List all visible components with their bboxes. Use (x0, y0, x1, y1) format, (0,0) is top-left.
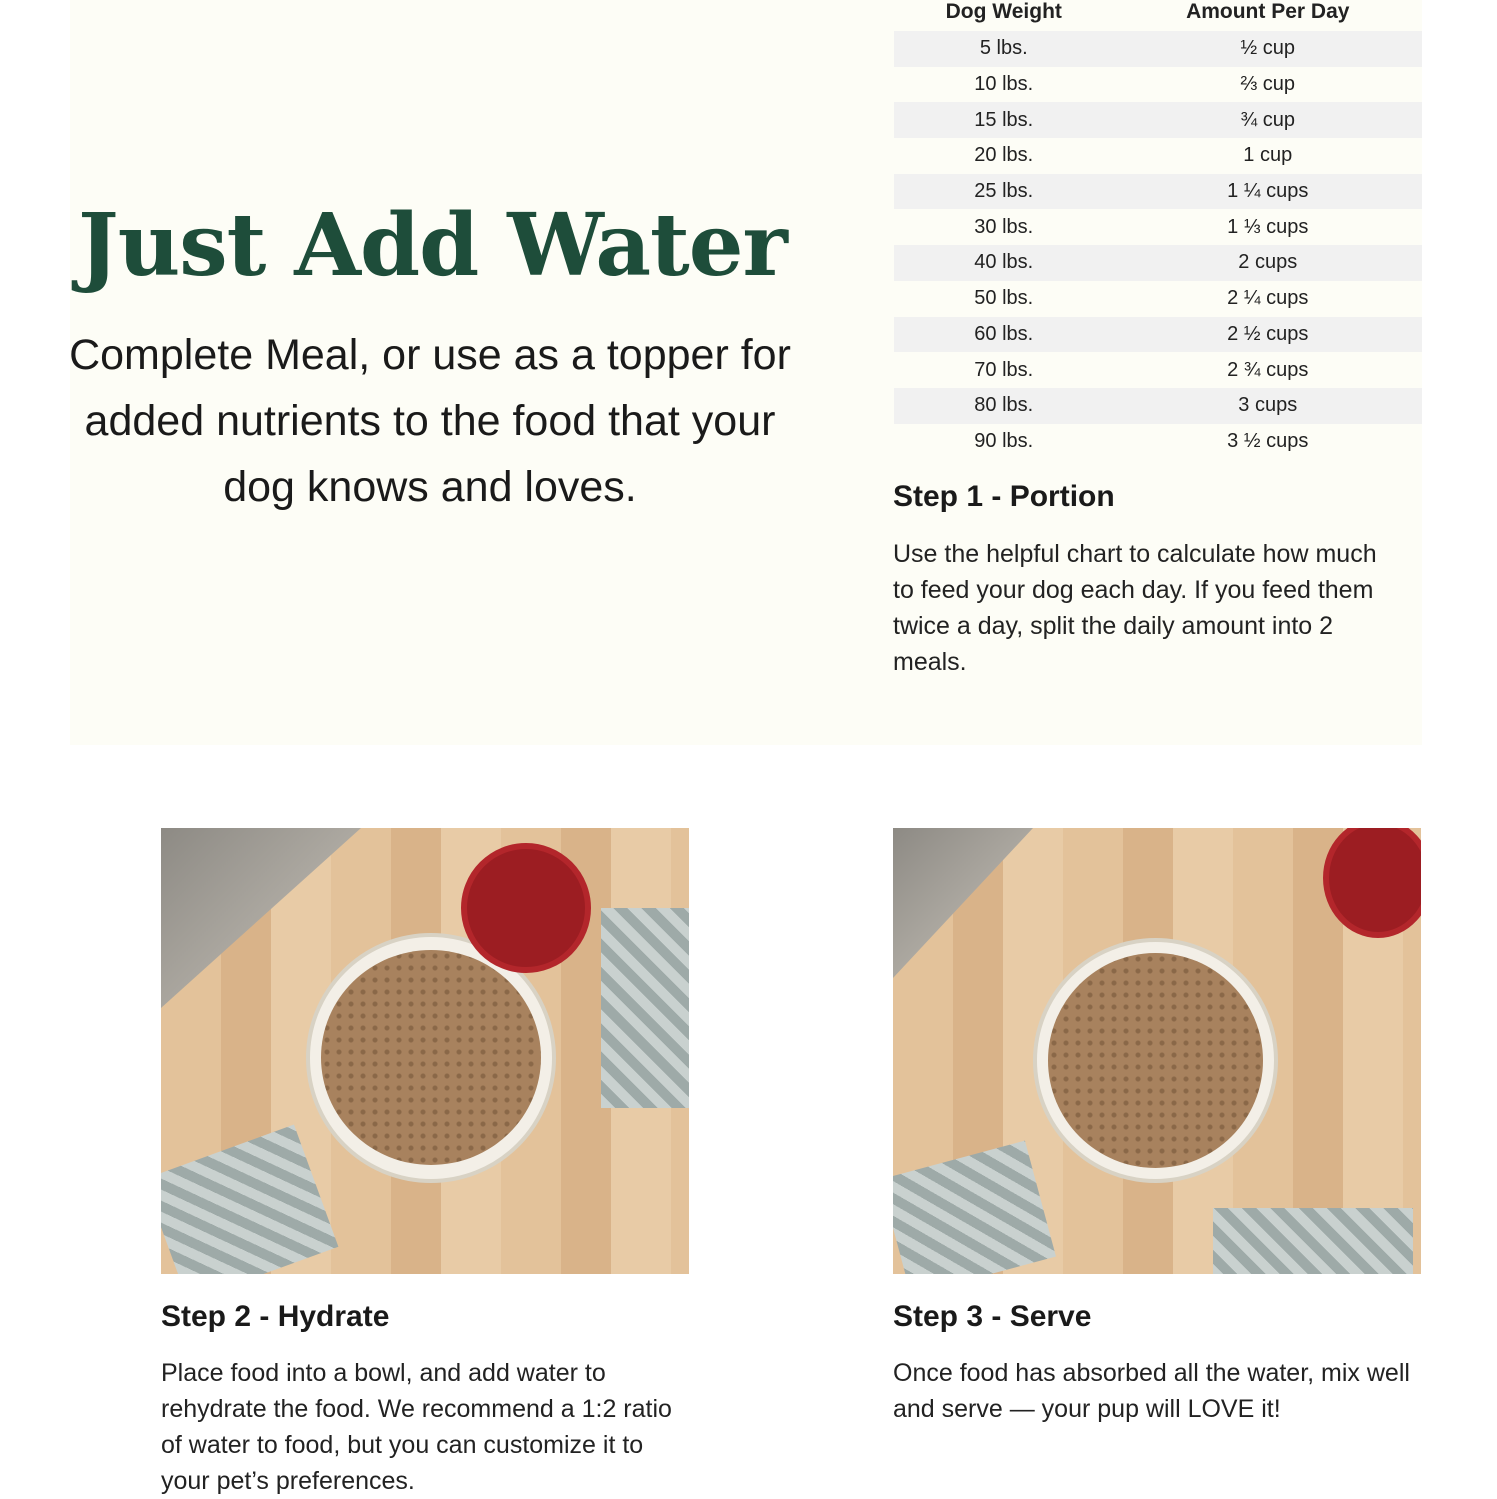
table-row (894, 138, 1422, 174)
weight-cell: 80 lbs. (974, 394, 1034, 417)
amount-cell: 2 ¼ cups (1227, 287, 1309, 310)
table-row (894, 281, 1422, 317)
amount-cell: ½ cup (1240, 37, 1295, 60)
hydrate-photo (161, 828, 689, 1274)
page-title: Just Add Water (78, 195, 787, 296)
weight-cell: 10 lbs. (974, 73, 1034, 96)
feeding-chart (894, 0, 1422, 459)
step1-text: Use the helpful chart to calculate how much to feed your dog each day. If you feed them twice a day, split the daily amount into 2 meals. (893, 540, 1377, 676)
step2-title: Step 2 - Hydrate (161, 1300, 390, 1333)
header-dog-weight: Dog Weight (945, 0, 1062, 23)
weight-cell: 90 lbs. (974, 429, 1034, 452)
table-row (894, 209, 1422, 245)
table-row (894, 317, 1422, 353)
header-amount: Amount Per Day (1186, 0, 1350, 23)
weight-cell: 25 lbs. (974, 180, 1034, 203)
step3-title: Step 3 - Serve (893, 1300, 1092, 1333)
weight-cell: 50 lbs. (974, 287, 1034, 310)
amount-cell: 1 cup (1243, 144, 1293, 167)
amount-cell: 3 ½ cups (1227, 429, 1309, 452)
hero-subtitle: Complete Meal, or use as a topper for added nutrients to the food that your dog knows and loves. (69, 331, 791, 511)
amount-cell: 2 cups (1238, 251, 1298, 274)
serve-photo (893, 828, 1421, 1274)
step1-title: Step 1 - Portion (893, 480, 1115, 513)
weight-cell: 30 lbs. (974, 215, 1034, 238)
table-row (894, 352, 1422, 388)
step2-text: Place food into a bowl, and add water to rehydrate the food. We recommend a 1:2 ratio of water to food, but you can customize it to your pet’s preferences. (161, 1359, 672, 1495)
amount-cell: 1 ¼ cups (1227, 180, 1309, 203)
table-row (894, 245, 1422, 281)
amount-cell: 2 ¾ cups (1227, 358, 1309, 381)
weight-cell: 40 lbs. (974, 251, 1034, 274)
step3-text: Once food has absorbed all the water, mix well and serve — your pup will LOVE it! (893, 1359, 1410, 1423)
amount-cell: ¾ cup (1240, 108, 1295, 131)
weight-cell: 60 lbs. (974, 322, 1034, 345)
table-row (894, 424, 1422, 460)
weight-cell: 15 lbs. (974, 108, 1034, 131)
weight-cell: 5 lbs. (979, 37, 1028, 60)
amount-cell: 3 cups (1238, 394, 1298, 417)
amount-cell: ⅔ cup (1240, 73, 1295, 96)
weight-cell: 70 lbs. (974, 358, 1034, 381)
amount-cell: 2 ½ cups (1227, 322, 1309, 345)
amount-cell: 1 ⅓ cups (1227, 215, 1309, 238)
table-row (894, 388, 1422, 424)
table-row (894, 174, 1422, 210)
table-row (894, 31, 1422, 67)
table-row (894, 67, 1422, 103)
table-row (894, 102, 1422, 138)
weight-cell: 20 lbs. (974, 144, 1034, 167)
